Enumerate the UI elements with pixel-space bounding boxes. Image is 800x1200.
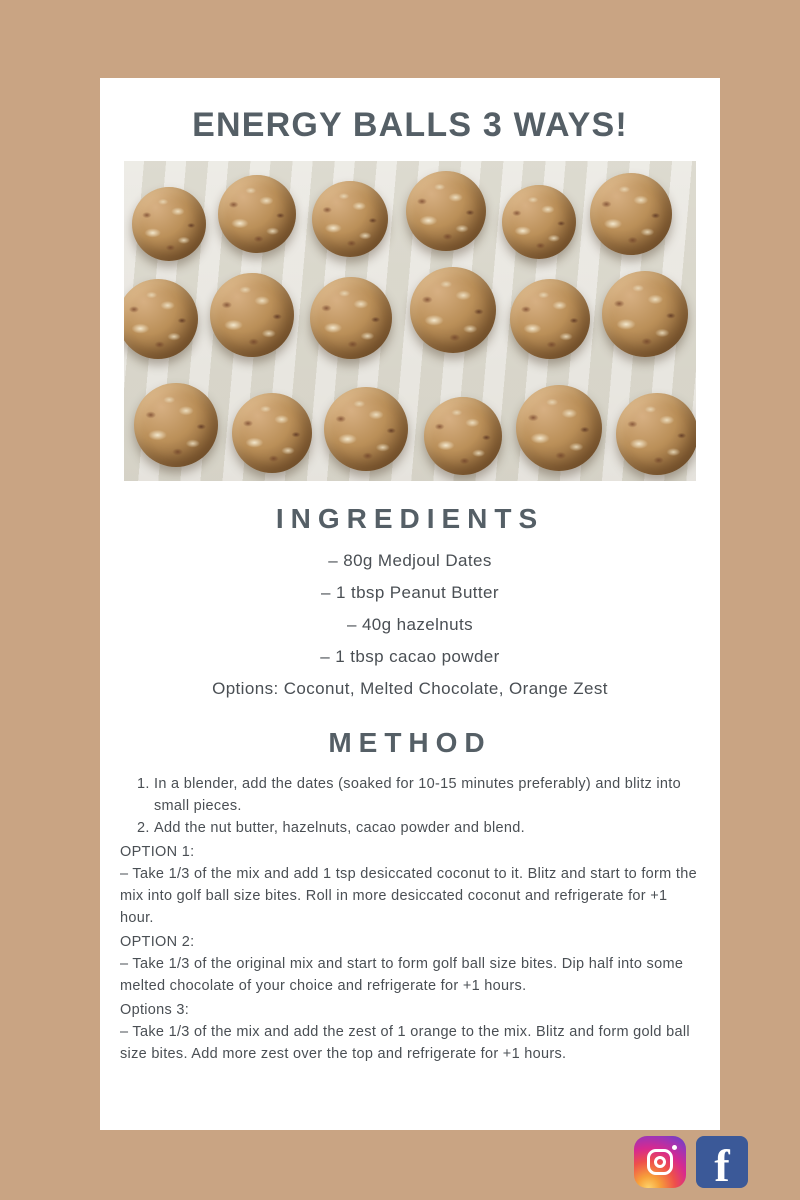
facebook-icon[interactable] [696, 1136, 748, 1188]
page-title: ENERGY BALLS 3 WAYS! [192, 106, 628, 144]
method-heading: METHOD [328, 727, 492, 758]
option-1-label: OPTION 1: [120, 844, 195, 860]
option-3-label: Options 3: [120, 1002, 190, 1018]
list-item: – 80g Medjoul Dates [328, 551, 492, 570]
option-2-label: OPTION 2: [120, 934, 195, 950]
tray-of-energy-balls-photo [124, 161, 696, 481]
recipe-card [100, 78, 720, 1130]
option-2-text: – Take 1/3 of the original mix and start to form golf ball size bites. Dip half into some melted chocolate of your choice and refrigerate for +1 hours. [120, 956, 684, 994]
list-item: – 40g hazelnuts [346, 615, 474, 634]
list-item: Options: Coconut, Melted Chocolate, Orange Zest [212, 679, 608, 698]
list-item: – 1 tbsp cacao powder [320, 647, 500, 666]
social-links [634, 1136, 748, 1188]
option-1-text: – Take 1/3 of the mix and add 1 tsp desiccated coconut to it. Blitz and start to form the mix into golf ball size bites. Roll in more desiccated coconut and refrigerate for +1 hour. [120, 866, 697, 926]
method-steps-list [118, 773, 702, 839]
option-3-text: – Take 1/3 of the mix and add the zest of 1 orange to the mix. Blitz and form gold ball size bites. Add more zest over the top and refrigerate for +1 hours. [120, 1024, 690, 1062]
list-item: 2. Add the nut butter, hazelnuts, cacao powder and blend. [154, 817, 702, 839]
method-body [100, 769, 720, 1065]
instagram-lens [654, 1156, 666, 1168]
instagram-icon[interactable] [634, 1136, 686, 1188]
ingredients-list [100, 545, 720, 705]
facebook-glyph: f [714, 1140, 730, 1188]
instagram-dot [672, 1145, 677, 1150]
ingredients-heading: INGREDIENTS [275, 503, 545, 534]
list-item: – 1 tbsp Peanut Butter [321, 583, 499, 602]
list-item: 1. In a blender, add the dates (soaked for 10-15 minutes preferably) and blitz into small pieces. [154, 773, 702, 817]
